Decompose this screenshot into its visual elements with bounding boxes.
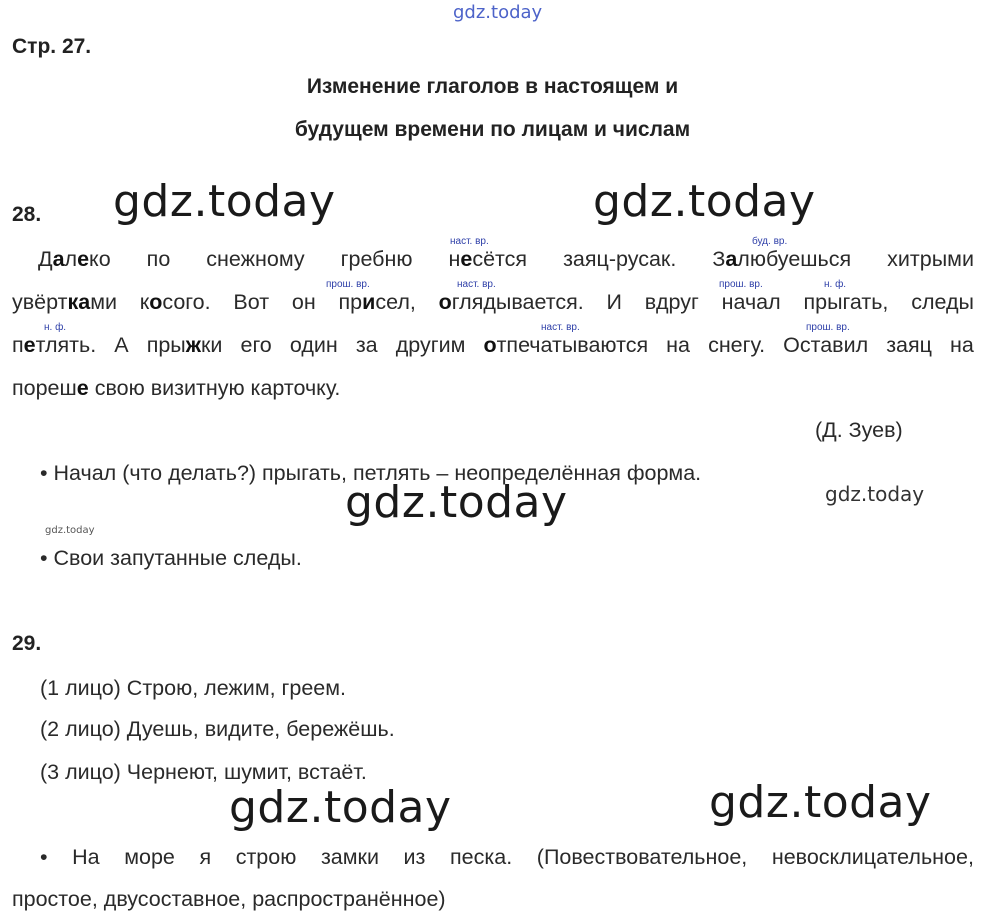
text-line: увёртками косого. Вот он присел, оглядывается. И вдруг начал прыгать, следы: [12, 290, 974, 314]
bullet-answer: • Свои запутанные следы.: [40, 546, 302, 570]
grammar-annotation: н. ф.: [824, 279, 847, 290]
answer-line: (1 лицо) Строю, лежим, греем.: [40, 676, 347, 700]
grammar-annotation: прош. вр.: [326, 279, 370, 290]
grammar-annotation: прош. вр.: [806, 322, 850, 333]
section-title-line2: будущем времени по лицам и числам: [294, 118, 691, 141]
watermark: gdz.today: [709, 777, 932, 828]
watermark: gdz.today: [345, 477, 568, 528]
bullet-answer: • Начал (что делать?) прыгать, петлять – неопределённая форма.: [40, 461, 702, 485]
grammar-annotation: буд. вр.: [752, 236, 788, 247]
grammar-annotation: н. ф.: [44, 322, 67, 333]
watermark: gdz.today: [825, 482, 925, 506]
page-reference: Стр. 27.: [12, 35, 92, 58]
grammar-annotation: наст. вр.: [541, 322, 580, 333]
exercise-number-28: 28.: [12, 203, 42, 226]
answer-line: (2 лицо) Дуешь, видите, бережёшь.: [40, 717, 395, 741]
watermark: gdz.today: [593, 176, 816, 227]
grammar-annotation: наст. вр.: [450, 236, 489, 247]
text-line: Далеко по снежному гребню несётся заяц-русак. Залюбуешься хитрыми: [38, 247, 974, 271]
grammar-annotation: наст. вр.: [457, 279, 496, 290]
text-line: петлять. А прыжки его один за другим отпечатываются на снегу. Оставил заяц на: [12, 333, 974, 357]
answer-line: простое, двусоставное, распространённое): [12, 887, 446, 911]
answer-line: (3 лицо) Чернеют, шумит, встаёт.: [40, 760, 367, 784]
text-line: пореше свою визитную карточку.: [12, 376, 341, 400]
watermark: gdz.today: [45, 525, 95, 536]
grammar-annotation: прош. вр.: [719, 279, 763, 290]
exercise-number-29: 29.: [12, 632, 42, 655]
watermark: gdz.today: [113, 176, 336, 227]
section-title-line1: Изменение глаголов в настоящем и: [306, 75, 679, 98]
author-credit: (Д. Зуев): [815, 418, 903, 442]
bullet-answer: • На море я строю замки из песка. (Повествовательное, невосклицательное,: [40, 845, 974, 869]
watermark-top: gdz.today: [453, 2, 543, 23]
watermark: gdz.today: [229, 782, 452, 833]
